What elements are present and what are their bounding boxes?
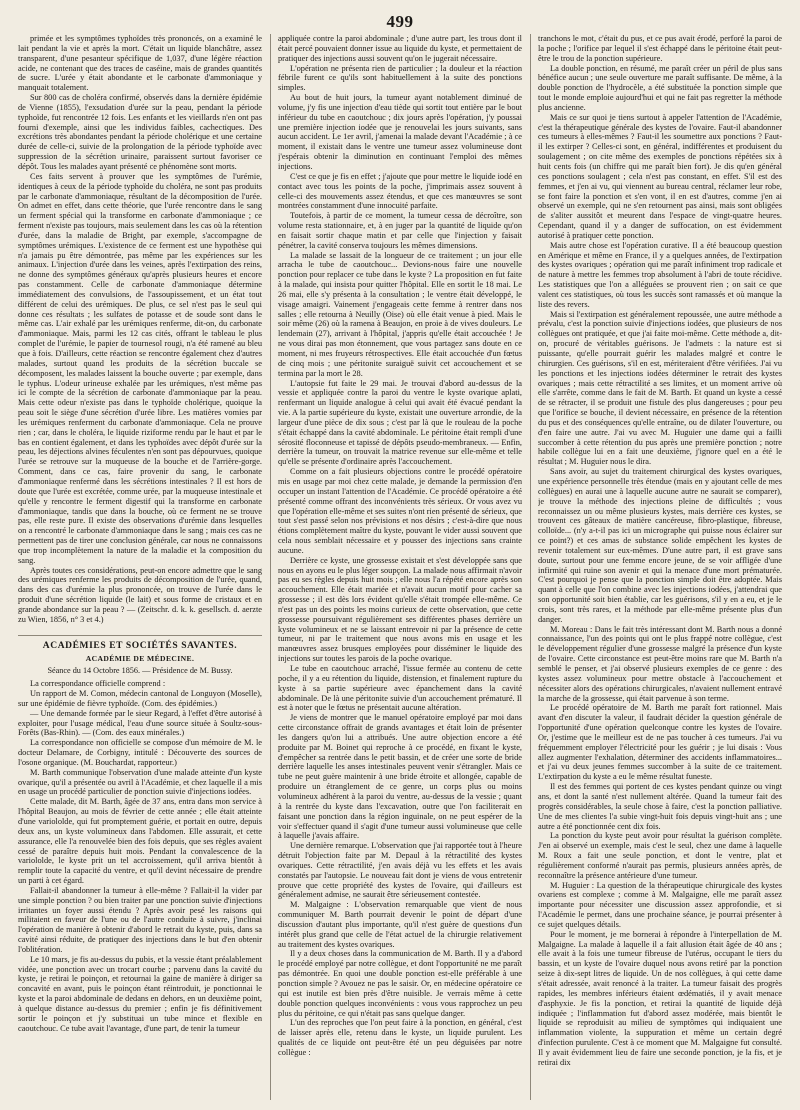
paragraph: Au bout de huit jours, la tumeur ayant notablement diminué de volume, j'y fis une injection d'eau tiède qui sortit tout entière par le bout inférieur du tube en caoutchouc ; dix jours après l'opération, j'y poussai une première injection iodée que je renouvelai les jours suivants, sans aucun accident. Le 1er avril, j'amenai la malade devant l'Académie ; à ce moment, il existait dans le ventre une tumeur assez volumineuse dont j'espérais obtenir la diminution en continuant l'emploi des mêmes injections. (278, 93, 522, 171)
paragraph: La malade se lassait de la longueur de ce traitement ; un jour elle arracha le tube de caoutchouc... Devions-nous faire une nouvelle ponction pour replacer ce tube dans le kyste ? La proposition en fut faite à la malade, qui insista pour quitter l'hôpital. Elle en sortit le 18 mai. Le 26 mai, elle s'y présenta à la consultation ; le ventre était développé, le visage amaigri. Vainement j'engageais cette femme à rentrer dans nos salles ; elle retourna à Neuilly (Oise) où elle était venue à pied. Mais le soir même (26) où la ramena à Beaujon, en proie à de vives douleurs. Le lendemain (27), arrivant à l'hôpital, j'appris qu'elle était accouchée ! Je ne vous dirai pas mon étonnement, que vous partagez sans doute en ce moment, ni mes fruyeurs rétrospectives. Elle était accouchée d'un fœtus de cinq mois ; une péritonite suraiguë suivit cet accouchement et se termina par la mort le 28. (278, 250, 522, 378)
paragraph: La correspondance officielle comprend : (30, 679, 166, 689)
paragraph: Le procédé opératoire de M. Barth me paraît fort rationnel. Mais avant d'en discuter la valeur, il faudrait décider la question générale de l'opportunité d'une opération quelconque contre les kystes de l'ovaire. Or, j'estime que le meilleur est de ne pas toucher à ces tumeurs. J'ai vu fréquemment employer l'électricité pour les guérir ; je lui disais : Vous allez augmenter l'exhalation, déterminer des accidents inflammatoires... et j'ai vu deux jeunes femmes succomber à la suite de ce traitement. L'extirpation du kyste a eu le même résultat funeste. (538, 703, 782, 782)
paragraph: L'un des reproches que l'on peut faire à la ponction, en général, c'est de laisser après elle, retenu dans le kyste, un liquide purulent. Les qualités de ce liquide ont peut-être été un peu déguisées par notre collègue : (278, 1018, 522, 1057)
paragraph: M. Moreau : Dans le fait très intéressant dont M. Barth nous a donné connaissance, l'un des points qui ont le plus frappé notre collègue, c'est le développement régulier d'une grossesse malgré la présence d'un kyste de l'ovaire. Cette circonstance est peut-être moins rare que M. Barth n'a semblé le penser, et j'ai observé plusieurs exemples de ce genre : des kystes assez volumineux pour mettre obstacle à l'accouchement et nécessiter alors des opérations chirurgicales, n'avaient nullement entravé la marche de la grossesse, qui était parvenue à son terme. (538, 624, 782, 703)
paragraph: Ces faits servent à prouver que les symptômes de l'urémie, identiques à ceux de la période typhoïde du choléra, ne sont pas produits par le carbonate d'ammoniaque, résultant de la décomposition de l'urée. On admet en effet, dans cette théorie, que l'urée rencontre dans le sang un ferment spécial qui la transforme en carbonate d'ammoniaque ; ce ferment n'existe pas toujours, mais seulement dans les cas où la rétention d'urée, dans la maladie de Bright, par exemple, s'accompagne de symptômes urémiques. L'existence de ce ferment est une hypothèse qui n'a jamais pu être démontrée, pas même par les expériences sur les animaux. L'injection d'urée dans les veines, après l'extirpation des reins, ne donne des symptômes généraux qu'après plusieurs heures et encore pas constamment. Celle de carbonate d'ammoniaque détermine immédiatement des convulsions, de l'assoupissement, et un état tout différent de celui des urémiques. De plus, ce sel n'est pas le seul qui donne ces résultats ; les sulfates de potasse et de soude sont dans le même cas. L'air exhalé par les urémiques renferme, dit-on, du carbonate d'ammoniaque. Mais, parmi les 12 cas cités, offrant le tableau le plus complet de l'urémie, le papier de tournesol rougi, n'a été ramené au bleu que à fois. D'ailleurs, cette réaction se rencontre également chez d'autres malades, surtout quand les produits de la sécrétion buccale se décomposent, les malades laissent la bouche ouverte ; par exemple, dans le typhus. L'odeur urineuse exhalée par les urémiques, n'est même pas ici le compte de la sécrétion de carbonate d'ammoniaque par la peau. Mais cette odeur n'existe pas dans le typhoïde cholérique, quoique la peau soit le siège d'une sécrétion d'urée libre. Les matières vomies par les urémiques renferment du carbonate d'ammoniaque. Cela ne prouve rien ; car, dans le choléra, le liquide riziforme rendu par le haut et par le bas en contient également, et dans les typhoïdes avec dépôt d'urée sur la peau, les déjections alvines féculentes n'en sont pas dépourvues, quoique l'urée se retrouve sur la muqueuse de la bouche et de l'arrière-gorge. Comment, dans ce cas, faire provenir du sang, le carbonate d'ammoniaque renfermé dans les sécrétions intestinales ? Il est hors de doute que l'urée est excrétée, comme urée, par la muqueuse intestinale et qu'elle y rencontre le ferment digestif qui la transforme en carbonate d'ammoniaque, tandis que dans la bouche, où ce ferment ne se trouve pas, elle reste pure. Il existe des observations d'urémie dans lesquelles on a rencontré le carbonate d'ammoniaque dans le sang ; mais ces cas ne permettent pas de tirer une conclusion générale, car nous ne connaissons que trop incomplètement la nature de la maladie et la composition du sang. (18, 171, 262, 565)
paragraph: appliquée contre la paroi abdominale ; d'une autre part, les trous dont il était percé pouvaient donner issue au liquide du kyste, et permettaient de pratiquer des injections aussi souvent qu'on le jugerait nécessaire. (278, 34, 522, 63)
paragraph: Une dernière remarque. L'observation que j'ai rapportée tout à l'heure détruit l'objection faite par M. Depaul à la rétractilité des kystes ovariques. Cette rétractilité, j'en avais déjà vu les effets et les avais constatés par l'autopsie. Le nouveau fait dont je viens de vous entretenir prouve que cette propriété des kystes de l'ovaire, qui d'ailleurs est généralement admise, ne saurait être sérieusement contestée. (278, 841, 522, 900)
column-2 (278, 34, 522, 1100)
column-3 (538, 34, 782, 1100)
paragraph: tranchons le mot, c'était du pus, et ce pus avait érodé, perforé la paroi de la poche ; l'orifice par lequel il s'est échappé dans le péritoine était peut-être le trou de la ponction supérieure. (538, 34, 782, 63)
paragraph: La double ponction, en résumé, me paraît créer un péril de plus sans bénéfice aucun ; une seule ouverture me paraît suffisante. De même, à la double ponction de l'hydrocèle, a été substituée la ponction simple que tout le monde emploie aujourd'hui et qui ne fait pas regretter la méthode plus ancienne. (538, 63, 782, 112)
paragraph: C'est ce que je fis en effet ; j'ajoute que pour mettre le liquide iodé en contact avec tous les points de la poche, j'imprimais assez souvent à celle-ci des mouvements assez étendus, et que ces manœuvres se sont montrées constamment d'une innocuité parfaite. (278, 171, 522, 211)
paragraph: La correspondance non officielle se compose d'un mémoire de M. le docteur Delamare, de Corbigny, intitulé : Découverte des sources de l'osone organique. (M. Bouchardat, rapporteur.) (18, 738, 262, 767)
page-number: 499 (386, 12, 414, 31)
paragraph: Il est des femmes qui portent de ces kystes pendant quinze ou vingt ans, et dont la santé n'est nullement altérée. Quand la tumeur fait des progrès considérables, la seule chose à faire, c'est la ponction palliative. Une de mes clientes l'a subie vingt-huit fois depuis vingt-huit ans ; une autre a été ponctionnée cent dix fois. (538, 782, 782, 831)
paragraph: Derrière ce kyste, une grossesse existait et s'est développée sans que nous en ayons eu le plus léger soupçon. La malade nous affirmait n'avoir pas eu ses règles depuis huit mois ; elle nous l'a répété encore après son accouchement. Elle était mariée et n'avait aucun motif pour cacher sa grossesse ; il est dès lors évident qu'elle s'était trompée elle-même. Ce n'est pas un des points les moins curieux de cette observation, que cette grossesse poursuivant régulièrement ses différentes phases derrière un kyste volumineux et ne se laissant entrevoir ni par la présence de cette tumeur, ni par le traitement que nous avons mis en usage et les manœuvres assez brusques employées pour disséminer le liquide des injections sur toutes les parois de la poche ovarique. (278, 555, 522, 664)
paragraph: M. Huguier : La question de la thérapeutique chirurgicale des kystes ovariens est complexe ; comme à M. Malgaigne, elle me paraît assez importante pour nécessiter une discussion assez approfondie, et si l'Académie le permet, dans une prochaine séance, je pourrai présenter à ce sujet quelques détails. (538, 880, 782, 929)
paragraph: M. Malgaigne : L'observation remarquable que vient de nous communiquer M. Barth pourrait devenir le point de départ d'une discussion d'autant plus importante, qu'il n'est guère de questions d'un intérêt plus grand que celle de l'état actuel de la chirurgie relativement au traitement des kystes ovariques. (278, 900, 522, 949)
paragraph: Il y a deux choses dans la communication de M. Barth. Il y a d'abord le procédé employé par notre collègue, et dont l'opportunité ne me paraît pas démontrée. En quoi une double ponction est-elle préférable à une ponction simple ? Avouez ne pas le saisir. Or, en médecine opératoire ce qui est inutile est bien près d'être nuisible. Je verrais même à cette double ponction quelques inconvénients : vous vous rapprochez un peu plus du péritoine, ce qui n'était pas sans quelque danger. (278, 949, 522, 1018)
paragraph: M. Barth communique l'observation d'une malade atteinte d'un kyste ovarique, qu'il a présentée ou avril à l'Académie, et chez laquelle il a mis en usage un procédé particulier de ponction suivie d'injections iodées. (18, 767, 262, 797)
paragraph: L'autopsie fut faite le 29 mai. Je trouvai d'abord au-dessus de la vessie et appliquée contre la paroi du ventre le kyste ovarique aplati, renfermant un liquide analogue à celui qui avait été évacué pendant la vie. A la partie supérieure du kyste, existait une ouverture arrondie, de la largeur d'une pièce de dix sous ; c'est par là que le rouleau de la poche s'était échappé dans la cavité abdominale. Le péritoine était rempli d'une sérosité floconneuse et tapissé de dépôts pseudo-membraneux. — Enfin, derrière la tumeur, on trouvait la matrice revenue sur elle-même et telle qu'elle se présente d'ordinaire après l'accouchement. (278, 378, 522, 467)
paragraph: primée et les symptômes typhoïdes très prononcés, on a examiné le lait pendant la vie et après la mort. C'était un liquide blanchâtre, assez transparent, d'une pesanteur spécifique de 1,037, d'une légère réaction acide, ne contenant que des traces de caséine, mais de grandes quantités de sucre. L'urée y était abondante et le carbonate d'ammoniaque y manquait totalement. (18, 34, 262, 93)
paragraph: Mais autre chose est l'opération curative. Il a été beaucoup question en Amérique et même en France, il y a quelques années, de l'extirpation des kystes ovariques ; opération qui me paraît infiniment trop radicale et de nature à mettre les femmes trop absolument à l'abri de toute récidive. Les statistiques que l'on a alléguées se prouvent rien ; on sait ce que valent ces statistiques, où tous les succès sont ramassés et où manque la liste des revers. (538, 240, 782, 309)
column-divider-1 (270, 34, 271, 1100)
column-divider-2 (530, 34, 531, 1100)
paragraph: La ponction du kyste peut avoir pour résultat la guérison complète. J'en ai observé un exemple, mais c'est le seul, chez une dame à laquelle M. Roux a fait une seule ponction, et dont le ventre, plat et régulièrement conformé n'aurait pas permis, plusieurs années après, de reconnaître la présence antérieure d'une tumeur. (538, 831, 782, 880)
paragraph: Mais ce sur quoi je tiens surtout à appeler l'attention de l'Académie, c'est la thérapeutique générale des kystes de l'ovaire. Faut-il abandonner ces tumeurs à elles-mêmes ? Faut-il les soumettre aux ponctions ? Faut-il les extirper ? Celles-ci sont, en général, indifférentes et produisent du soulagement ; on cite même des exemples de ponctions répétées six à huit cents fois (un chiffre qui me paraît bien fort). Je dis qu'en général ces ponctions soulagent ; cela n'est pas constant, en effet. S'il est des femmes, et j'en ai vu, qui viennent au bureau central, réclamer leur robe, se font faire la ponction et s'en vont, il en est d'autres, comme j'en ai observé un exemple, qui ne s'en retournent pas ainsi, mais sont obligées de s'aliter aussitôt et meurent dans l'espace de vingt-quatre heures. Cependant, quand il y a danger de suffocation, on est évidemment autorisé à pratiquer cette ponction. (538, 112, 782, 240)
sub-title: ACADÉMIE DE MÉDECINE. (85, 654, 195, 664)
paragraph: Mais si l'extirpation est généralement repoussée, une autre méthode a prévalu, c'est la ponction suivie d'injections iodées, que plusieurs de nos collègues ont pratiquée, et que j'ai faite moi-même. Cette méthode a, dit-on, procuré de véritables guérisons. Je l'admets : la nature est si puissante, qu'elle pourrait guérir les malades malgré et contre le chirurgien. Ces guérisons, s'il en est, mériteraient d'être vérifiées. J'ai vu les ponctions et les injections iodées déterminer le retrait des kystes ovariques ; mais cette rétractilité a ses limites, et un moment arrive où elle s'arrête, comme dans le fait de M. Barth. Et quand un kyste a cessé de se rétracter, il se produit une fistule des plus dangereuses ; pour peu que l'orifice se bouche, il devient nécessaire, en présence de la rétention du pus et des conséquences qu'elle entraîne, ou de dilater l'ouverture, ou d'en faire une autre. J'ai vu avec M. Huguier une dame qui a failli succomber à cette rétention du pus après une première ponction ; notre habile collègue lui en a fait une deuxième, j'ignore quel en a été le résultat ; M. Huguier nous le dira. (538, 309, 782, 467)
column-1 (18, 34, 262, 1100)
paragraph: Après toutes ces considérations, peut-on encore admettre que le sang des urémiques renferme les produits de décomposition de l'urée, quand, dans des cas d'urémie la plus prononcée, on trouve de l'urée dans le produit d'une sécrétion liquide (le lait) et sous forme de cristaux et en grande abondance sur la peau ? — (Zeitschr. d. k. k. gesellsch. d. aerzte zu Wien, 1856, n° 3 et 4.) (18, 565, 262, 624)
paragraph: Sans avoir, au sujet du traitement chirurgical des kystes ovariques, une expérience personnelle très étendue (mais en y ajoutant celle de mes collègues) en aurai une à laquelle aucune autre ne saurait se comparer), je trouve la méthode des injections pleine de difficultés ; vous reconnaissez un ou même plusieurs kystes, mais derrière ces kystes, se trouvent ces gâteaux de matière cancéreuse, fibro-plastique, fibreuse, colloïde... (n'y a-t-il pas ici un micrographe qui puisse nous éclairer sur ce point?) et ces amas de substance solide empêchent les kystes de revenir totalement sur eux-mêmes. D'une autre part, il est grave sans doute, surtout pour une femme encore jeune, de se voir affligée d'une infirmité qui ruine son avenir et qui la menace d'une mort prématurée. C'est pourquoi je pense que la ponction simple doit être adoptée. Mais quant à celle que l'on combine avec les injections iodées, j'attendrai que son opportunité soit bien établie, car les guérisons, s'il y en a eu, et je le crois, sont très rares, et la méthode par elle-même présente plus d'un danger. (538, 467, 782, 624)
section-title: ACADÉMIES ET SOCIÉTÉS SAVANTES. (18, 635, 262, 652)
paragraph: Cette malade, dit M. Barth, âgée de 37 ans, entra dans mon service à l'hôpital Beaujon, au mois de février de cette année ; elle était atteinte d'une variololde, qui fut promptement guérie, et portait en outre, depuis deux ans, un kyste volumineux dans l'abdomen. Elle assurait, et cette assurance, elle l'a renouvelée bien des fois depuis, que ses règles avaient cessé de paraître depuis huit mois. Pendant la convalescence de la variololde, le kyste prit un tel accroissement, qu'il arriva bientôt à remplir toute la capacité du ventre, et qu'il devint nécessaire de prendre un parti à cet égard. (18, 797, 262, 886)
paragraph: Le tube en caoutchouc arraché, l'issue fermée au contenu de cette poche, il y a eu rétention du liquide, distension, et finalement rupture du kyste à sa partie supérieure avec épanchement dans la cavité abdominale. De là une péritonite suivie d'un accouchement prématuré. Il est à noter que le fœtus ne présentait aucune altération. (278, 664, 522, 713)
paragraph: Je viens de montrer que le manuel opératoire employé par moi dans cette circonstance offrait de grands avantages et était loin de présenter les dangers qu'on lui a attribués. Une autre objection encore a été produite par M. Boinet qui reproche à ce procédé, en fixant le kyste, d'empêcher sa rentrée dans le petit bassin, et de créer une sorte de bride derrière laquelle les anses intestinales peuvent venir s'étrangler. Mais ce tube ne peut guère maintenir à une bride étroite et allongée, capable de produire un étranglement de ce genre, un corps plus ou moins volumineux adhérent à la paroi du ventre, au-dessus de la vessie ; quant à la rentrée du kyste dans l'excavation, outre que l'on faciliterait en faisant une ponction dans la région inguinale, on ne peut espérer de la voir s'effectuer quand il s'agit d'une tumeur aussi volumineuse que celle à laquelle j'avais affaire. (278, 713, 522, 841)
paragraph: Sur 800 cas de choléra confirmé, observés dans la dernière épidémie de Vienne (1855), l'exsudation d'urée sur la peau, pendant la période typhoïde, fut rencontrée 12 fois. Les enfants et les vieillards n'en ont pas fourni d'exemple, ainsi que les individus faibles, cachectiques. Des excrétions très abondantes pendant la période cholérique et une certaine durée de celle-ci, suivie de la prolongation de la période typhoïde avec suppression de la sécrétion urinaire, paraissent surtout favoriser ce dépôt. Tous les malades ayant présenté ce phénomène sont morts. (18, 93, 262, 171)
session-line: Séance du 14 Octobre 1856. — Présidence de M. Bussy. (47, 666, 233, 676)
paragraph: Fallait-il abandonner la tumeur à elle-même ? Fallait-il la vider par une simple ponction ? ou bien traiter par une ponction suivie d'injections irritantes un foyer aussi étendu ? Après avoir pesé les raisons qui militaient en faveur de l'une ou de l'autre conduite à suivre, j'inclinai l'opération de manière à obtenir d'abord le retrait du kyste, puis, dans sa cavité ainsi réduite, de pratiquer des injections dans le but d'en obtenir l'oblitération. (18, 885, 262, 954)
paragraph: — Une demande formée par le sieur Regard, à l'effet d'être autorisé à exploiter, pour l'usage médical, l'eau d'une source située à Soultz-sous-Forêts (Bas-Rhin). — (Com. des eaux minérales.) (18, 708, 262, 738)
paragraph: L'opération ne présenta rien de particulier ; la douleur et la réaction fébrile furent ce qu'ils sont habituellement à la suite des ponctions simples. (278, 63, 522, 93)
paragraph: Comme on a fait plusieurs objections contre le procédé opératoire mis en usage par moi chez cette malade, je demande la permission d'en occuper un instant l'attention de l'Académie. Ce procédé opératoire a été présenté comme offrant des inconvénients très sérieux. Or vous avez vu que l'opération elle-même et ses suites n'ont rien présenté de sérieux, que tout s'est passé selon nos prévisions et nos désirs ; c'est-à-dire que nous étions complètement maître du kyste, pouvant le vider aussi souvent que cela nous semblait nécessaire et y pousser des injections sans crainte aucune. (278, 467, 522, 555)
paragraph: Un rapport de M. Comon, médecin cantonal de Longuyon (Moselle), sur une épidémie de fièvre typhoïde. (Com. des épidémies.) (18, 689, 262, 708)
paragraph: Le 10 mars, je fis au-dessus du pubis, et la vessie étant préalablement vidée, une ponction avec un trocart courbe ; parvenu dans la cavité du kyste, je retirai le poinçon, et retournai la gaine de manière à diriger sa concavité en avant, puis le poinçon étant réintroduit, je ponctionnai le kyste et la paroi abdominale de dedans en dehors, en un deuxième point, à quelque distance au-dessus du premier ; enfin je fis définitivement sortir le poinçon et j'y substituai un tube mince et flexible en caoutchouc. Ce tube avait l'avantage, d'une part, de tenir la tumeur (18, 954, 262, 1033)
paragraph: Pour le moment, je me bornerai à répondre à l'interpellation de M. Malgaigne. La malade à laquelle il a fait allusion était âgée de 40 ans ; elle avait à la fois une tumeur fibreuse de l'utérus, occupant le tiers du bassin, et un kyste de l'ovaire duquel nous avons retiré par la ponction seize à dix-sept litres de liquide. Un de nos collègues, à qui cette dame s'était adressée, avait renoncé à la traiter. La tumeur faisait des progrès rapides, les membres inférieurs étaient œdématiés, il y avait menace d'asphyxie. Je fis la ponction, et retirai la quantité de liquide déjà indiquée ; l'inflammation fut d'abord assez modérée, mais bientôt le liquide se reproduisit au milieu de symptômes qui indiquaient une inflammation violente, la suppuration et même un certain degré d'infection purulente. C'est à ce moment que M. Malgaigne fut consulté. Il y avait évidemment lieu de faire une seconde ponction, je la fis, et je retirai dix (538, 929, 782, 1067)
paragraph: Toutefois, à partir de ce moment, la tumeur cessa de décroître, son volume resta stationnaire, et, à en juger par la quantité de liquide qu'on en faisait sortir chaque matin et par celle que l'injection y faisait pénétrer, la cavité conserva toujours les mêmes dimensions. (278, 211, 522, 250)
